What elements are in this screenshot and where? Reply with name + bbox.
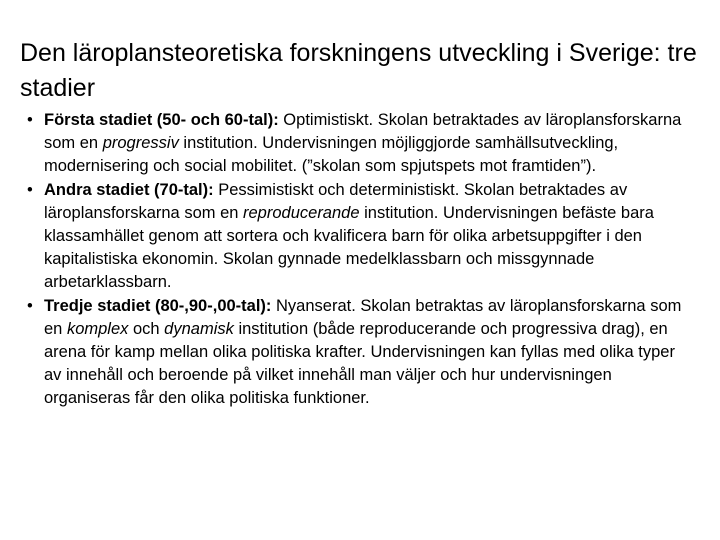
bullet-text: institution (både reproducerande och progressiva drag), en arena för kamp mellan olika politiska krafter. Undervisningen kan fyllas med olika typer av innehåll och beroende på vilket innehåll man väljer och hur undervisningen organiseras får den olika politiska funktioner. (44, 319, 675, 408)
bullet-emphasis: dynamisk (164, 319, 234, 338)
bullet-emphasis: progressiv (102, 134, 179, 153)
bullet-dot-icon: • (27, 180, 33, 199)
bullet-emphasis: komplex (66, 319, 129, 338)
bullet-text: och (128, 319, 165, 338)
bullet-list (24, 109, 696, 411)
bullet-text: Pessimistiskt och deterministiskt. Skolan betraktades av läroplansforskarna som en (44, 180, 628, 222)
bullet-text: institution. Undervisningen befäste bara klassamhället genom att sortera och kvalificera barn för olika arbetsuppgifter i den kapitalistiska ekonomin. Skolan gynnade medelklassbarn och missgynnade arbetarklassbarn. (44, 203, 654, 292)
bullet-item-second-stage (24, 179, 696, 295)
bullet-lead: Tredje stadiet (80-,90-,00-tal): (44, 296, 272, 315)
bullet-item-third-stage (24, 295, 696, 411)
bullet-lead: Andra stadiet (70-tal): (44, 180, 214, 199)
bullet-emphasis: reproducerande (243, 203, 360, 222)
bullet-item-first-stage (24, 109, 696, 179)
slide-title: Den läroplansteoretiska forskningens utveckling i Sverige: tre stadier (20, 39, 697, 102)
bullet-dot-icon: • (27, 111, 33, 129)
bullet-lead: Första stadiet (50- och 60-tal): (44, 111, 279, 129)
bullet-dot-icon: • (27, 296, 33, 315)
bullet-text: Nyanserat. Skolan betraktas av läroplansforskarna som en (44, 296, 682, 338)
bullet-text: institution. Undervisningen möjliggjorde samhällsutveckling, modernisering och social mobilitet. (”skolan som spjutspets mot framtiden”). (44, 134, 619, 176)
bullet-text: Optimistiskt. Skolan betraktades av läroplansforskarna som en (44, 111, 682, 153)
